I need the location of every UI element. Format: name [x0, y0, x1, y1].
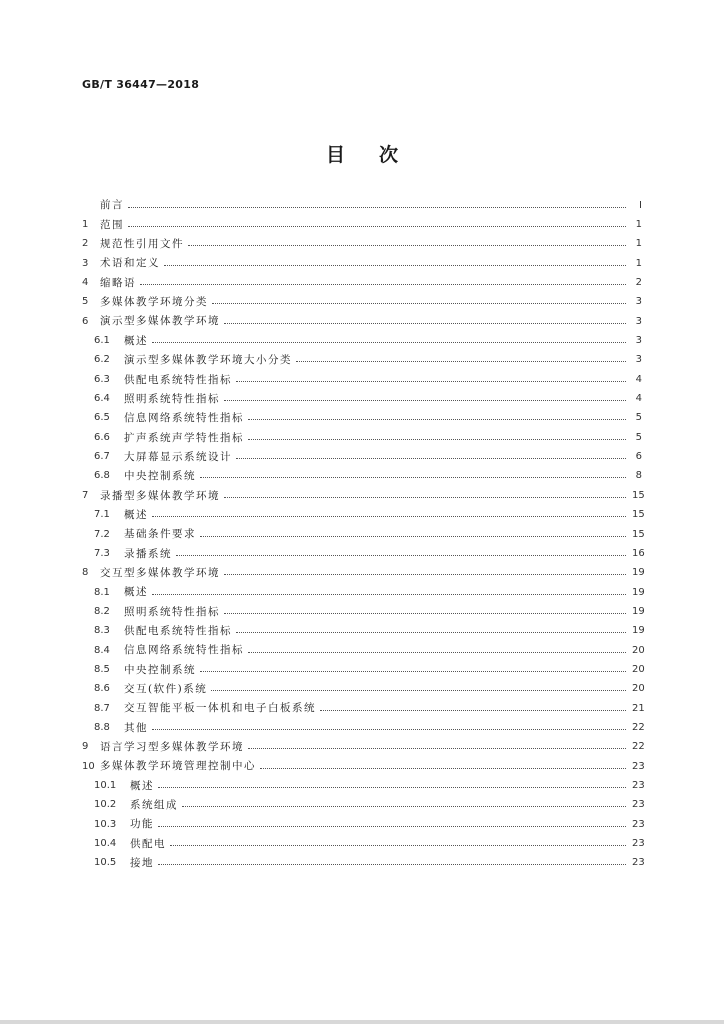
dot-leader [248, 652, 626, 653]
toc-entry[interactable] [82, 312, 642, 331]
dot-leader [248, 748, 626, 749]
toc-entry-number: 8.5 [94, 663, 110, 675]
toc-entry-label: 语言学习型多媒体教学环境 [100, 741, 244, 754]
toc-entry-number: 10.5 [94, 857, 117, 869]
toc-entry-number: 5 [82, 296, 89, 308]
toc-entry-label: 概述 [124, 508, 148, 521]
toc-entry[interactable] [82, 486, 645, 505]
toc-page-number: 23 [632, 760, 645, 772]
toc-entry-number: 6.4 [94, 393, 110, 405]
toc-page-number: 15 [632, 489, 645, 501]
dot-leader [211, 690, 626, 691]
dot-leader [200, 536, 626, 537]
toc-page-number: 21 [632, 702, 645, 714]
toc-entry-number: 10 [82, 760, 95, 772]
toc-subentry[interactable] [82, 718, 645, 737]
toc-subentry[interactable] [82, 389, 642, 408]
toc-entry-label: 前言 [100, 199, 124, 212]
toc-entry-label: 供配电系统特性指标 [124, 624, 232, 637]
toc-page-number: 19 [632, 625, 645, 637]
toc-entry-number: 10.3 [94, 818, 117, 830]
toc-page-number: 1 [635, 238, 642, 250]
toc-page-number: 15 [632, 528, 645, 540]
dot-leader [128, 226, 626, 227]
dot-leader [236, 458, 626, 459]
standard-number: GB/T 36447—2018 [82, 78, 200, 91]
dot-leader [128, 207, 626, 208]
toc-entry-label: 交互智能平板一体机和电子白板系统 [124, 702, 316, 715]
toc-entry[interactable] [82, 196, 642, 215]
dot-leader [158, 864, 626, 865]
dot-leader [320, 710, 626, 711]
toc-entry-number: 8.2 [94, 605, 110, 617]
toc-page-number: 19 [632, 605, 645, 617]
toc-subentry[interactable] [82, 602, 645, 621]
toc-entry-number: 6.8 [94, 470, 110, 482]
dot-leader [152, 594, 626, 595]
toc-page-number: 20 [632, 663, 645, 675]
toc-page-number: 6 [635, 451, 642, 463]
toc-entry-number: 4 [82, 277, 89, 289]
dot-leader [152, 729, 626, 730]
toc-page-number: 20 [632, 683, 645, 695]
toc-entry-number: 8.1 [94, 586, 110, 598]
toc-entry[interactable] [82, 293, 642, 312]
toc-page-number: Ⅰ [639, 199, 642, 211]
toc-subentry[interactable] [82, 525, 645, 544]
toc-subentry[interactable] [82, 622, 645, 641]
toc-page-number: 23 [632, 799, 645, 811]
toc-entry-label: 供配电 [130, 837, 166, 850]
toc-subentry[interactable] [82, 331, 642, 350]
toc-entry-number: 6.2 [94, 354, 110, 366]
toc-page-number: 4 [635, 373, 642, 385]
toc-page-number: 4 [635, 393, 642, 405]
dot-leader [152, 342, 626, 343]
toc-entry-number: 2 [82, 238, 89, 250]
toc-entry-label: 信息网络系统特性指标 [124, 412, 244, 425]
toc-entry-label: 中央控制系统 [124, 470, 196, 483]
toc-subentry[interactable] [82, 467, 642, 486]
toc-entry-label: 术语和定义 [100, 257, 160, 270]
toc-entry-label: 缩略语 [100, 276, 136, 289]
toc-entry-label: 接地 [130, 857, 154, 870]
dot-leader [224, 497, 626, 498]
toc-entry-number: 7 [82, 489, 89, 501]
dot-leader [200, 477, 626, 478]
toc-subentry[interactable] [82, 834, 645, 853]
toc-entry-number: 6.7 [94, 451, 110, 463]
dot-leader [164, 265, 626, 266]
toc-entry-number: 1 [82, 219, 89, 231]
dot-leader [296, 361, 626, 362]
toc-page-number: 16 [632, 547, 645, 559]
toc-page-number: 22 [632, 721, 645, 733]
dot-leader [182, 806, 626, 807]
toc-entry-label: 功能 [130, 818, 154, 831]
toc-page-number: 15 [632, 509, 645, 521]
dot-leader [236, 381, 626, 382]
toc-entry-label: 演示型多媒体教学环境 [100, 315, 220, 328]
toc-subentry[interactable] [82, 351, 642, 370]
toc-entry[interactable] [82, 273, 642, 292]
toc-subentry[interactable] [82, 680, 645, 699]
toc-entry-label: 其他 [124, 721, 148, 734]
toc-entry-label: 演示型多媒体教学环境大小分类 [124, 354, 292, 367]
toc-page-number: 20 [632, 644, 645, 656]
toc-entry-number: 8 [82, 567, 89, 579]
toc-entry-label: 交互(软件)系统 [124, 683, 208, 696]
toc-page-number: 22 [632, 741, 645, 753]
toc-entry-number: 8.7 [94, 702, 110, 714]
toc-page-number: 3 [635, 354, 642, 366]
toc-entry-number: 10.4 [94, 838, 117, 850]
toc-page-number: 3 [635, 315, 642, 327]
toc-entry[interactable] [82, 215, 642, 234]
toc-page-number: 3 [635, 335, 642, 347]
toc-entry-label: 概述 [124, 586, 148, 599]
toc-subentry[interactable] [82, 660, 645, 679]
toc-entry[interactable] [82, 235, 642, 254]
dot-leader [260, 768, 626, 769]
toc-entry-number: 8.4 [94, 644, 110, 656]
toc-entry-label: 中央控制系统 [124, 663, 196, 676]
toc-entry-label: 照明系统特性指标 [124, 392, 220, 405]
toc-subentry[interactable] [82, 370, 642, 389]
toc-entry-number: 7.3 [94, 547, 110, 559]
toc-entry[interactable] [82, 738, 645, 757]
toc-page-number: 23 [632, 838, 645, 850]
toc-entry-label: 照明系统特性指标 [124, 605, 220, 618]
page-bottom-edge [0, 1020, 724, 1024]
toc-page-number: 1 [635, 257, 642, 269]
toc-entry-number: 6.3 [94, 373, 110, 385]
toc-entry-number: 6.1 [94, 335, 110, 347]
toc-entry-number: 8.6 [94, 683, 110, 695]
toc-entry-label: 概述 [124, 334, 148, 347]
toc-entry-number: 6 [82, 315, 89, 327]
dot-leader [170, 845, 626, 846]
toc-entry[interactable] [82, 757, 645, 776]
toc-subentry[interactable] [82, 447, 642, 466]
dot-leader [152, 516, 626, 517]
dot-leader [224, 613, 626, 614]
toc-page-number: 8 [635, 470, 642, 482]
dot-leader [224, 323, 626, 324]
toc-page-number: 3 [635, 296, 642, 308]
dot-leader [176, 555, 626, 556]
toc-entry-label: 概述 [130, 779, 154, 792]
toc-subentry[interactable] [82, 641, 645, 660]
toc-entry-number: 8.8 [94, 721, 110, 733]
toc-subentry[interactable] [82, 409, 642, 428]
toc-page-number: 5 [635, 431, 642, 443]
toc-page-number: 19 [632, 586, 645, 598]
toc-entry-label: 录播型多媒体教学环境 [100, 489, 220, 502]
toc-entry-number: 6.6 [94, 431, 110, 443]
toc-entry-number: 6.5 [94, 412, 110, 424]
toc-subentry[interactable] [82, 544, 645, 563]
toc-entry-number: 8.3 [94, 625, 110, 637]
toc-subentry[interactable] [82, 776, 645, 795]
toc-entry-label: 信息网络系统特性指标 [124, 644, 244, 657]
page-title: 目次 [325, 144, 432, 166]
toc-subentry[interactable] [82, 699, 645, 718]
dot-leader [200, 671, 626, 672]
toc-entry[interactable] [82, 564, 645, 583]
toc-entry-label: 交互型多媒体教学环境 [100, 566, 220, 579]
toc-entry-number: 9 [82, 741, 89, 753]
toc-entry-label: 供配电系统特性指标 [124, 373, 232, 386]
toc-entry-label: 多媒体教学环境分类 [100, 296, 208, 309]
toc-entry[interactable] [82, 254, 642, 273]
dot-leader [248, 419, 626, 420]
toc-entry-number: 10.2 [94, 799, 117, 811]
toc-page-number: 19 [632, 567, 645, 579]
dot-leader [188, 245, 626, 246]
toc-entry-number: 7.1 [94, 509, 110, 521]
toc-subentry[interactable] [82, 815, 645, 834]
toc-entry-label: 扩声系统声学特性指标 [124, 431, 244, 444]
toc-subentry[interactable] [82, 796, 645, 815]
dot-leader [158, 787, 626, 788]
dot-leader [224, 400, 626, 401]
toc-entry-label: 范围 [100, 218, 124, 231]
toc-entry-label: 录播系统 [124, 547, 172, 560]
toc-subentry[interactable] [82, 583, 645, 602]
toc-subentry[interactable] [82, 428, 642, 447]
toc-page-number: 23 [632, 779, 645, 791]
toc-entry-number: 3 [82, 257, 89, 269]
toc-page-number: 23 [632, 857, 645, 869]
toc-entry-label: 基础条件要求 [124, 528, 196, 541]
toc-page-number: 23 [632, 818, 645, 830]
toc-entry-label: 多媒体教学环境管理控制中心 [100, 760, 256, 773]
dot-leader [236, 632, 626, 633]
toc-entry-label: 大屏幕显示系统设计 [124, 450, 232, 463]
toc-page-number: 2 [635, 277, 642, 289]
toc-page-number: 5 [635, 412, 642, 424]
dot-leader [212, 303, 626, 304]
dot-leader [248, 439, 626, 440]
toc-subentry[interactable] [82, 506, 645, 525]
toc-subentry[interactable] [82, 854, 645, 873]
toc-entry-number: 10.1 [94, 779, 117, 791]
toc-entry-label: 规范性引用文件 [100, 238, 184, 251]
toc-page-number: 1 [635, 219, 642, 231]
dot-leader [140, 284, 626, 285]
dot-leader [158, 826, 626, 827]
dot-leader [224, 574, 626, 575]
toc-entry-number: 7.2 [94, 528, 110, 540]
table-of-contents [82, 196, 645, 873]
toc-entry-label: 系统组成 [130, 799, 178, 812]
